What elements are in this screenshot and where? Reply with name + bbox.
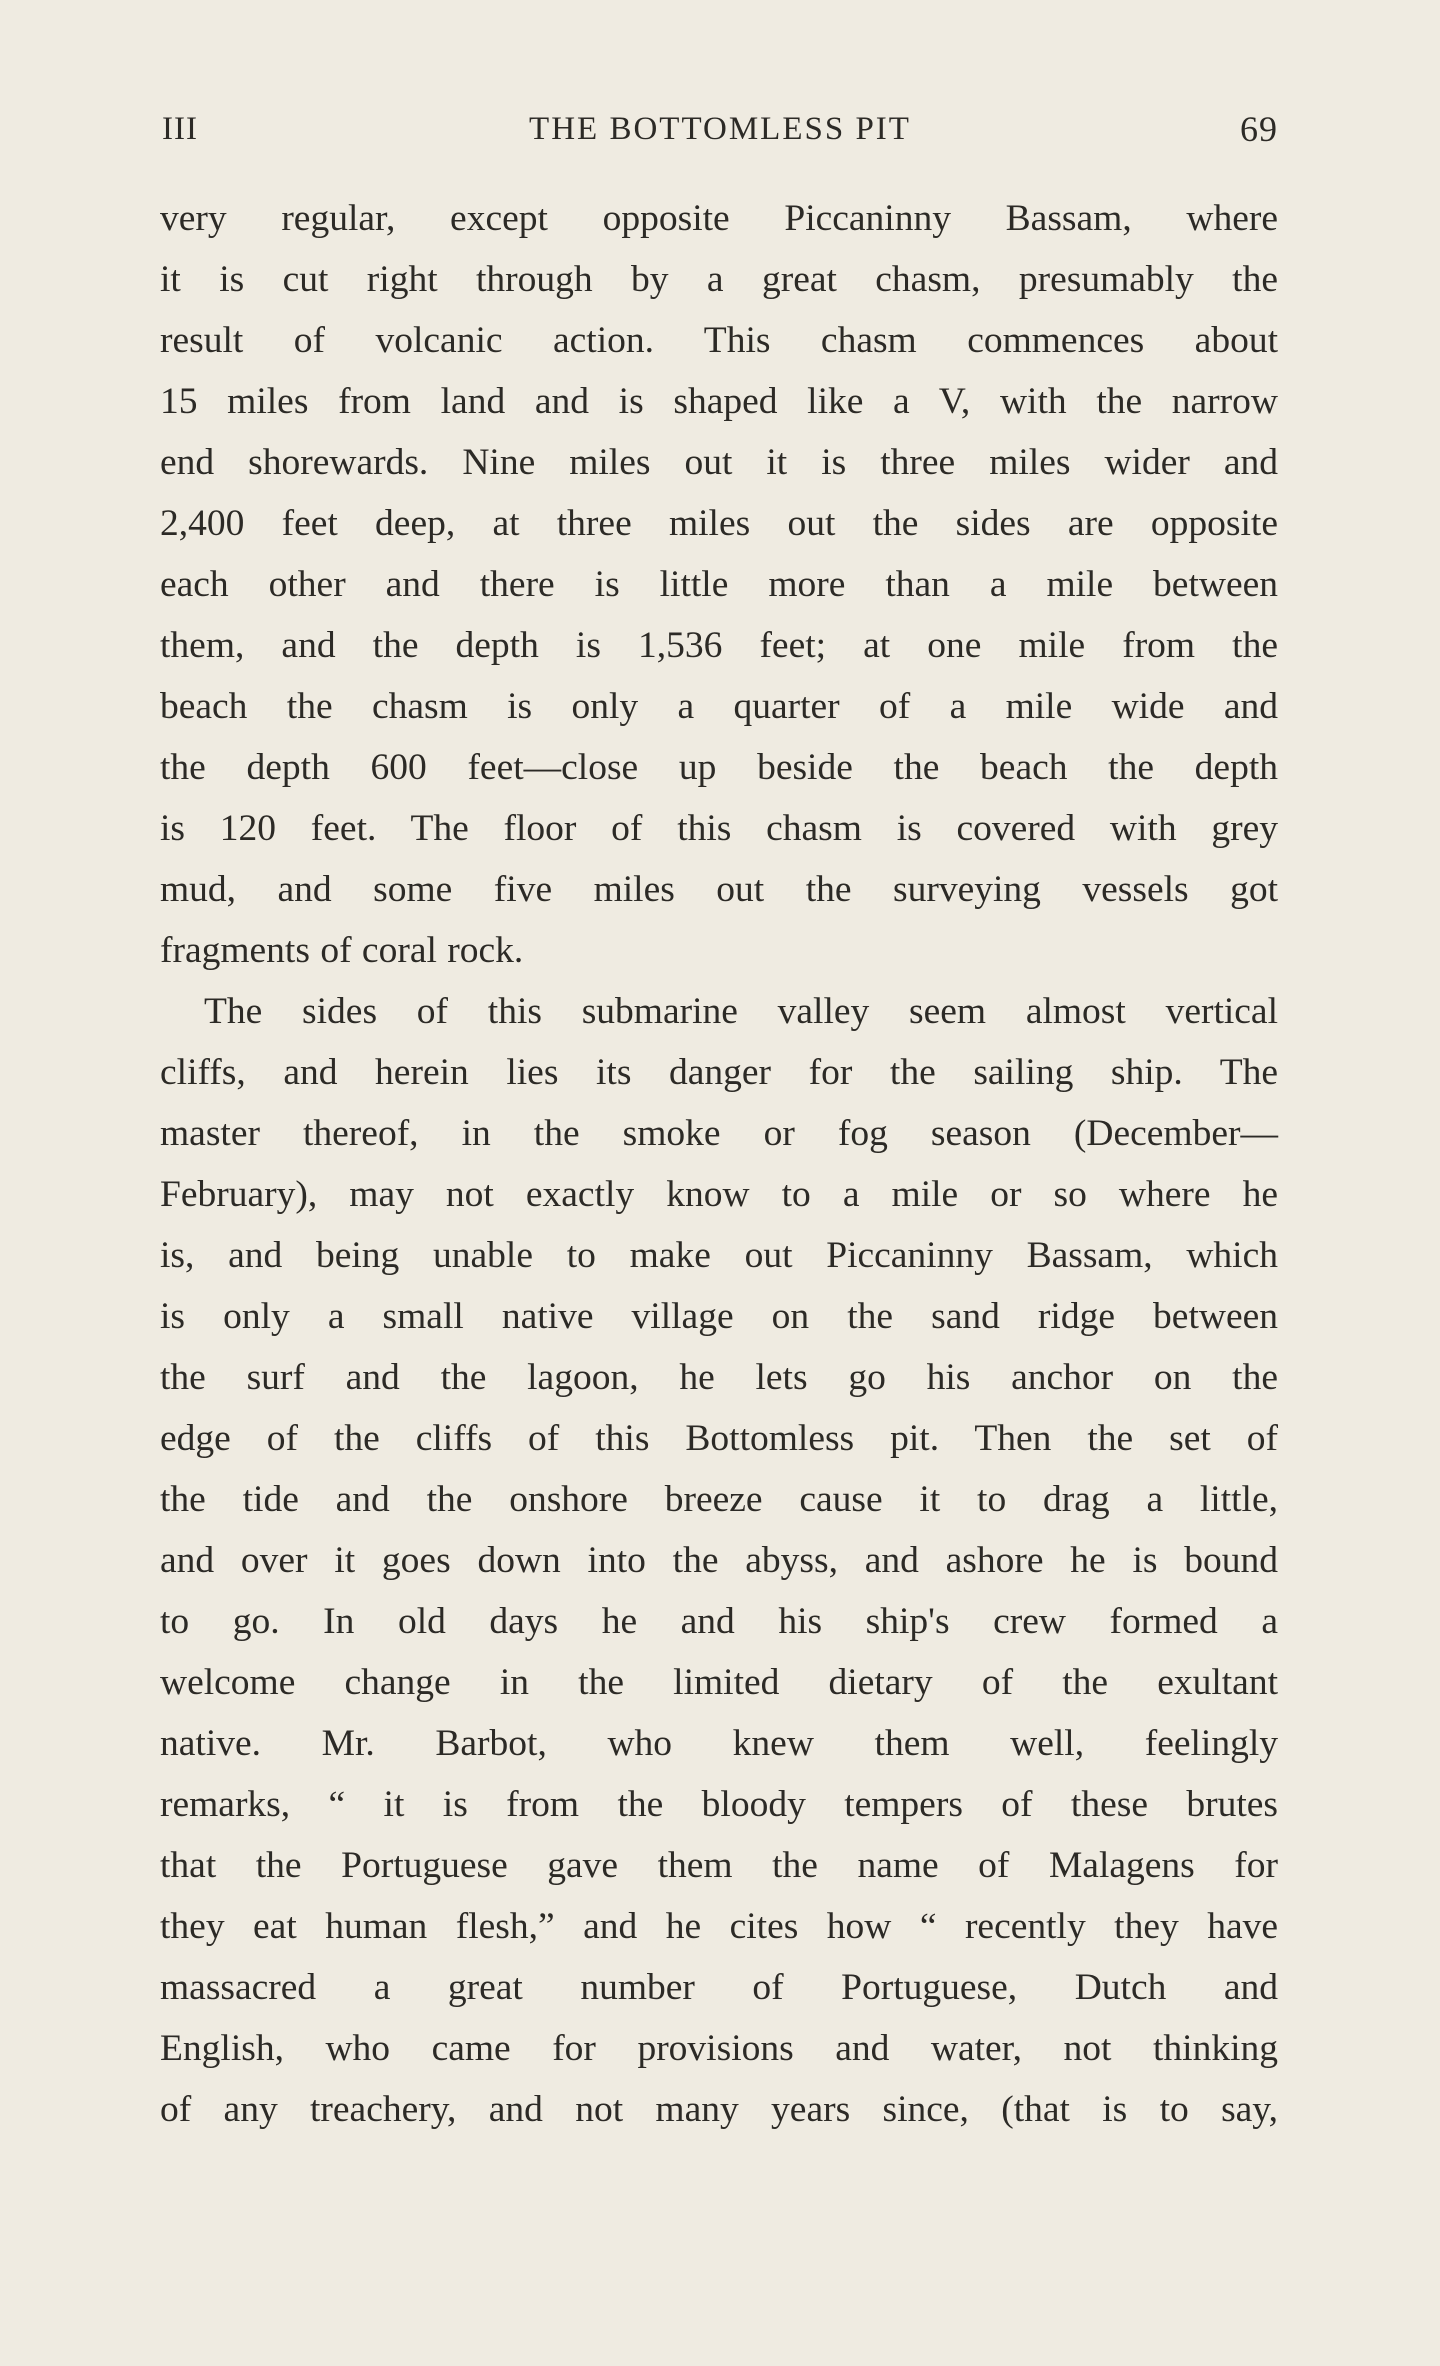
running-title: THE BOTTOMLESS PIT — [529, 111, 911, 147]
text-line: is 120 feet. The floor of this chasm is covered with grey — [160, 808, 1278, 849]
text-line: beach the chasm is only a quarter of a mile wide and — [160, 686, 1278, 727]
text-line: native. Mr. Barbot, who knew them well, feelingly — [160, 1723, 1278, 1764]
text-line: that the Portuguese gave them the name of Malagens for — [160, 1845, 1278, 1886]
text-line: fragments of coral rock. — [160, 930, 524, 971]
text-line: welcome change in the limited dietary of the exultant — [160, 1662, 1278, 1703]
text-line: is only a small native village on the sand ridge between — [160, 1296, 1278, 1337]
text-line: remarks, “ it is from the bloody tempers of these brutes — [160, 1784, 1278, 1825]
text-line: the surf and the lagoon, he lets go his anchor on the — [160, 1357, 1278, 1398]
text-line: they eat human flesh,” and he cites how “ recently they have — [160, 1906, 1278, 1947]
body-text — [160, 188, 1278, 2140]
text-line: each other and there is little more than a mile between — [160, 564, 1278, 605]
text-line: master thereof, in the smoke or fog season (December— — [160, 1113, 1278, 1154]
text-line: end shorewards. Nine miles out it is three miles wider and — [160, 442, 1278, 483]
text-line: 2,400 feet deep, at three miles out the sides are opposite — [160, 503, 1278, 544]
page-header — [162, 104, 1278, 154]
text-line: them, and the depth is 1,536 feet; at one mile from the — [160, 625, 1278, 666]
text-line: the tide and the onshore breeze cause it to drag a little, — [160, 1479, 1278, 1520]
text-line: cliffs, and herein lies its danger for the sailing ship. The — [160, 1052, 1278, 1093]
text-line: mud, and some five miles out the surveying vessels got — [160, 869, 1278, 910]
page-number: 69 — [1240, 109, 1278, 149]
text-line: it is cut right through by a great chasm, presumably the — [160, 259, 1278, 300]
chapter-number: III — [162, 111, 198, 147]
text-line: very regular, except opposite Piccaninny Bassam, where — [160, 198, 1278, 239]
text-line: the depth 600 feet—close up beside the beach the depth — [160, 747, 1278, 788]
text-line: February), may not exactly know to a mile or so where he — [160, 1174, 1278, 1215]
text-line: is, and being unable to make out Piccaninny Bassam, which — [160, 1235, 1278, 1276]
text-line: 15 miles from land and is shaped like a V, with the narrow — [160, 381, 1278, 422]
text-line: English, who came for provisions and water, not thinking — [160, 2028, 1278, 2069]
text-line: result of volcanic action. This chasm commences about — [160, 320, 1278, 361]
text-line: of any treachery, and not many years since, (that is to say, — [160, 2089, 1278, 2130]
text-line: edge of the cliffs of this Bottomless pit. Then the set of — [160, 1418, 1278, 1459]
text-line: massacred a great number of Portuguese, Dutch and — [160, 1967, 1278, 2008]
text-line: The sides of this submarine valley seem almost vertical — [204, 991, 1278, 1032]
text-line: to go. In old days he and his ship's crew formed a — [160, 1601, 1278, 1642]
text-line: and over it goes down into the abyss, and ashore he is bound — [160, 1540, 1278, 1581]
